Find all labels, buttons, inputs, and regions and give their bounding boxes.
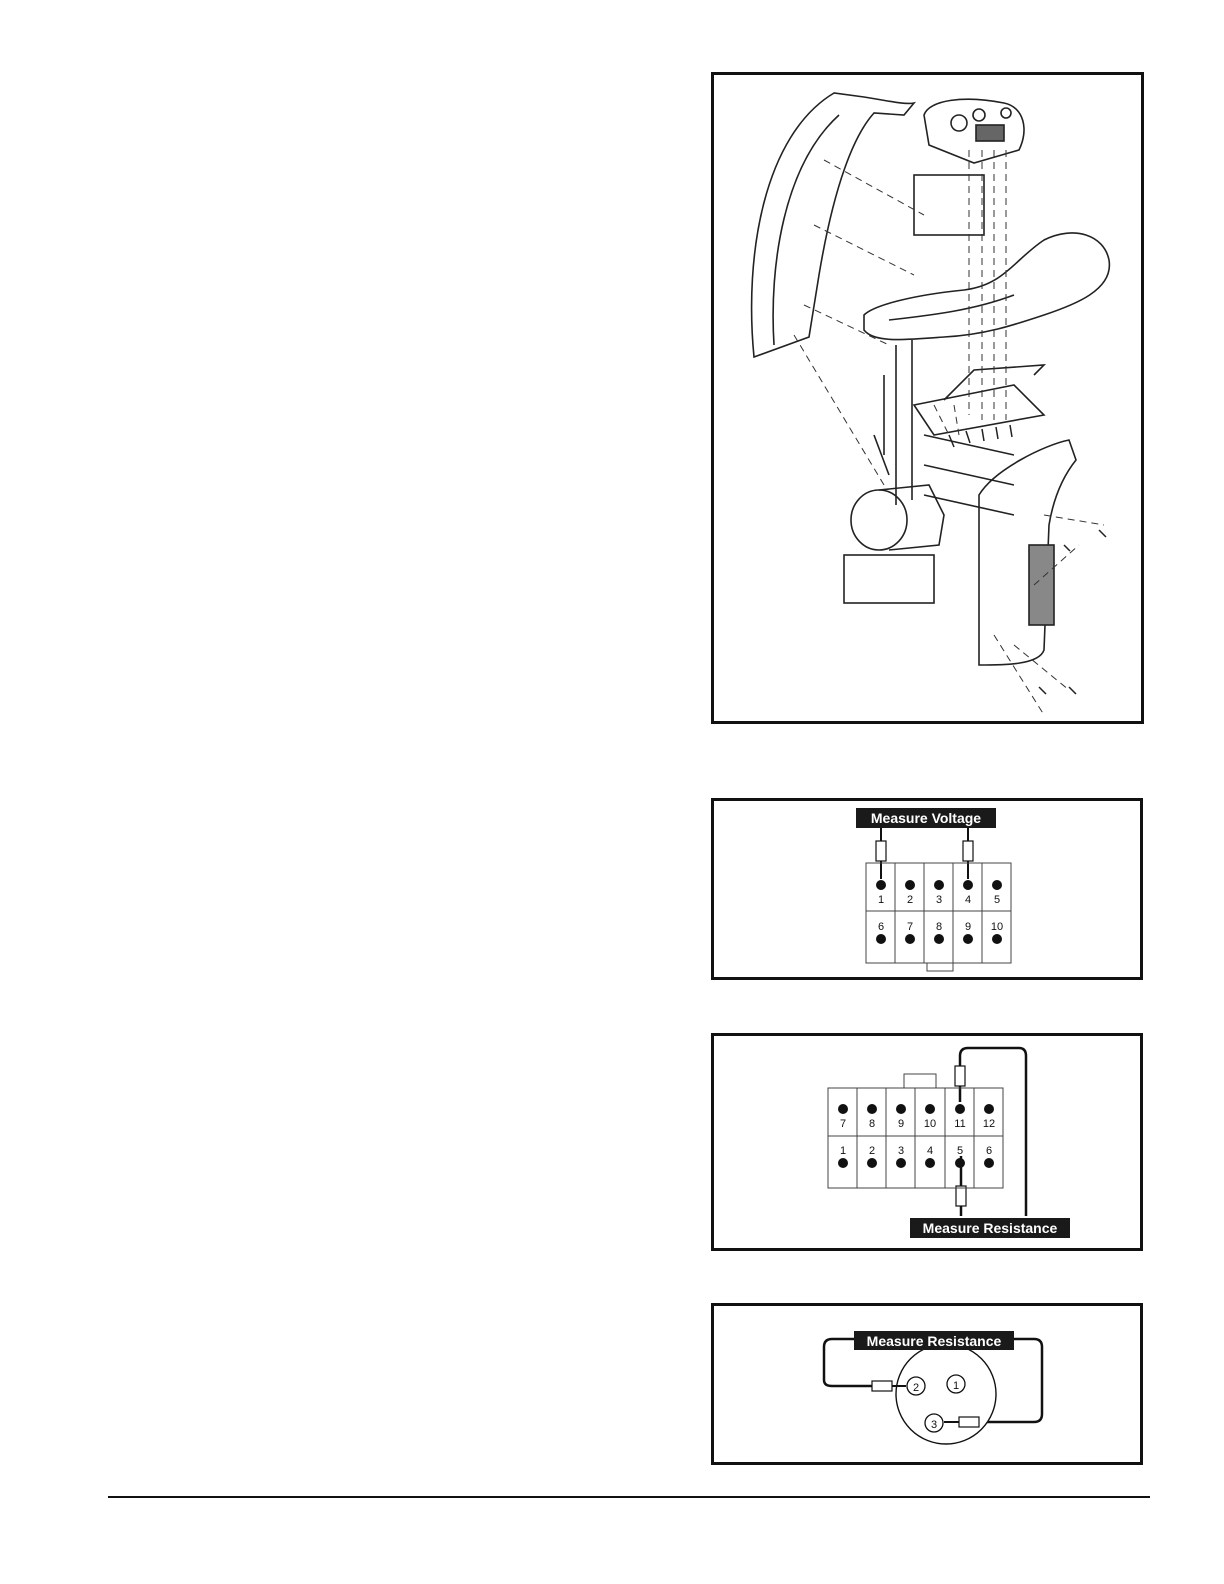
pin-number: 3 — [897, 1145, 905, 1157]
pin-number: 5 — [956, 1145, 964, 1157]
pin-dot — [955, 1104, 965, 1114]
switch-bracket — [914, 385, 1044, 435]
measure-resistance-label: Measure Resistance — [866, 1333, 1002, 1349]
pin-dot — [925, 1104, 935, 1114]
pin-number: 2 — [868, 1145, 876, 1157]
connector-10pin-figure — [711, 798, 1143, 980]
pin-number: 10 — [990, 921, 1004, 933]
measure-voltage-label: Measure Voltage — [870, 810, 982, 826]
pin-dot — [984, 1158, 994, 1168]
pin-number: 9 — [897, 1118, 905, 1130]
pin-number: 7 — [906, 921, 914, 933]
connector-3pin-figure — [711, 1303, 1143, 1465]
probe-lead — [960, 1048, 1026, 1216]
connector-10pin-body — [866, 863, 1011, 963]
pin-dot — [934, 880, 944, 890]
exploded-view-figure — [711, 72, 1144, 724]
pin-number: 7 — [839, 1118, 847, 1130]
pin-dot — [896, 1158, 906, 1168]
pin-dot — [905, 934, 915, 944]
rear-shroud — [752, 93, 914, 357]
handle-shaft — [896, 340, 912, 505]
connector-10pin-latch — [927, 963, 953, 971]
pin-number: 1 — [877, 894, 885, 906]
pin-dot — [955, 1158, 965, 1168]
pin-dot — [867, 1158, 877, 1168]
pin-dot — [876, 934, 886, 944]
probe-1 — [872, 1381, 892, 1391]
probe-1 — [955, 1066, 965, 1086]
exploded-view-drawing — [714, 75, 1141, 721]
pin-number: 4 — [964, 894, 972, 906]
connector-12pin-latch — [904, 1074, 936, 1088]
pin-dot — [992, 880, 1002, 890]
connector-12pin-figure — [711, 1033, 1143, 1251]
pin-dot — [838, 1104, 848, 1114]
probe-1 — [876, 841, 886, 861]
pin-dot — [963, 934, 973, 944]
pin-number: 11 — [954, 1118, 966, 1130]
motor — [851, 490, 907, 550]
pin-number: 8 — [868, 1118, 876, 1130]
pin-number: 3 — [930, 1419, 938, 1431]
front-lower-cover — [979, 440, 1076, 665]
connector-10pin-diagram — [714, 801, 1140, 977]
pin-number: 12 — [982, 1118, 996, 1130]
pin-number: 10 — [923, 1118, 937, 1130]
pin-dot — [963, 880, 973, 890]
probe-2 — [959, 1417, 979, 1427]
pin-dot — [867, 1104, 877, 1114]
probe-2 — [963, 841, 973, 861]
pin-dot — [984, 1104, 994, 1114]
pin-number: 2 — [906, 894, 914, 906]
pin-number: 1 — [952, 1380, 960, 1392]
measure-resistance-label: Measure Resistance — [922, 1220, 1058, 1236]
pin-dot — [905, 880, 915, 890]
connector-3pin-diagram — [714, 1306, 1140, 1462]
pin-dot — [934, 934, 944, 944]
pin-number: 4 — [926, 1145, 934, 1157]
pin-dot — [992, 934, 1002, 944]
probe-2 — [956, 1186, 966, 1206]
pin-number: 6 — [985, 1145, 993, 1157]
pin-dot — [896, 1104, 906, 1114]
connector-12pin-diagram — [714, 1036, 1140, 1248]
handle-bar — [864, 233, 1109, 340]
pin-dot — [838, 1158, 848, 1168]
pin-dot — [925, 1158, 935, 1168]
pin-dot — [876, 880, 886, 890]
pin-number: 5 — [993, 894, 1001, 906]
pin-number: 2 — [912, 1382, 920, 1394]
pin-number: 1 — [839, 1145, 847, 1157]
pin-number: 6 — [877, 921, 885, 933]
pin-number: 9 — [964, 921, 972, 933]
pin-number: 3 — [935, 894, 943, 906]
pin-number: 8 — [935, 921, 943, 933]
footer-rule — [108, 1496, 1150, 1498]
